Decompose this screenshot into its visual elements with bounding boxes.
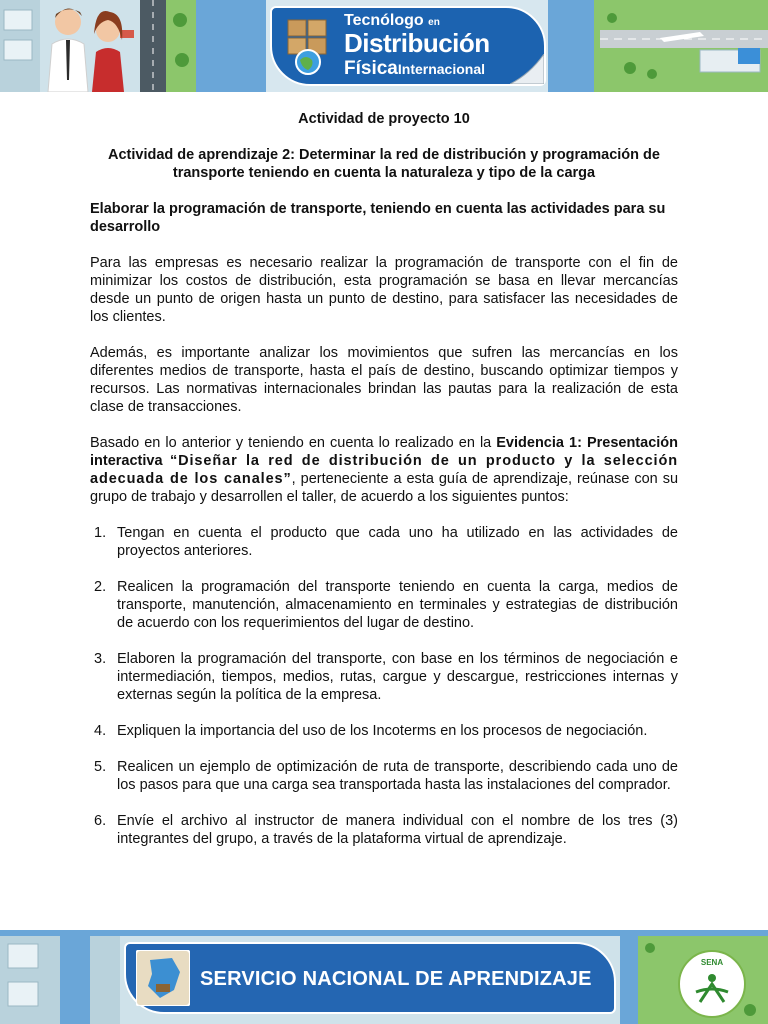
list-item: 5. Realicen un ejemplo de optimización de ruta de transporte, describiendo cada uno de los pasos para que una carga sea transportada hasta las instalaciones del comprador.	[94, 759, 678, 793]
institution-name: SERVICIO NACIONAL DE APRENDIZAJE	[200, 968, 592, 990]
sena-logo: SENA	[678, 950, 746, 1018]
paragraph-1: Para las empresas es necesario realizar la programación de transporte con el fin de minimizar los costos de distribución, esta programación se basa en llevar mercancías desde un punto de origen hasta un punto de destino, para satisfacer las necesidades de los clientes.	[90, 255, 678, 325]
footer-banner	[0, 930, 768, 1024]
list-item: 1. Tengan en cuenta el producto que cada uno ha utilizado en las actividades de proyectos anteriores.	[94, 525, 678, 559]
list-item: 3. Elaboren la programación del transporte, con base en los términos de negociación e intermediación, tiempos, medios, rutas, cargue y descargue, restricciones internas y externas según la política de la empresa.	[94, 651, 678, 703]
colombia-map-icon	[136, 950, 190, 1006]
page-curl-icon	[510, 54, 544, 84]
sena-emblem-icon	[680, 952, 744, 1016]
list-item: 4. Expliquen la importancia del uso de los Incoterms en los procesos de negociación.	[94, 723, 648, 739]
paragraph-2: Además, es importante analizar los movimientos que sufren las mercancías en los diferentes medios de transporte, hasta el país de destino, buscando optimizar tiempos y recursos. Las normativas internacionales brindan las pautas para la realización de esta clase de transacciones.	[90, 345, 678, 415]
list-item: 6. Envíe el archivo al instructor de manera individual con el nombre de los tres (3) integrantes del grupo, a través de la plataforma virtual de aprendizaje.	[94, 813, 678, 847]
document-body	[90, 110, 678, 866]
globe-boxes-icon	[282, 16, 334, 76]
task-list	[90, 524, 678, 848]
program-line1: Tecnólogo en	[344, 12, 440, 29]
program-title-block	[270, 6, 546, 86]
section-heading: Elaborar la programación de transporte, teniendo en cuenta las actividades para su desarrollo	[90, 201, 666, 235]
learning-activity-subtitle: Actividad de aprendizaje 2: Determinar la red de distribución y programación de transporte teniendo en cuenta la naturaleza y tipo de la carga	[108, 147, 660, 181]
institution-block	[124, 942, 616, 1014]
activity-title: Actividad de proyecto 10	[298, 111, 470, 127]
program-line3: FísicaInternacional	[344, 58, 486, 79]
paragraph-3: Basado en lo anterior y teniendo en cuenta lo realizado en la Evidencia 1: Presentación interactiva “Diseñar la red de distribución de un producto y la selección adecuada de los canales”, perteneciente a esta guía de aprendizaje, reúnase con su grupo de trabajo y desarrollen el taller, de acuerdo a los siguientes puntos:	[90, 435, 679, 505]
list-item: 2. Realicen la programación del transporte teniendo en cuenta la carga, medios de transporte, manutención, almacenamiento en terminales y estrategias de distribución de acuerdo con los requerimientos del lugar de destino.	[94, 579, 678, 631]
program-line2: Distribución	[344, 28, 490, 58]
header-banner	[0, 0, 768, 92]
